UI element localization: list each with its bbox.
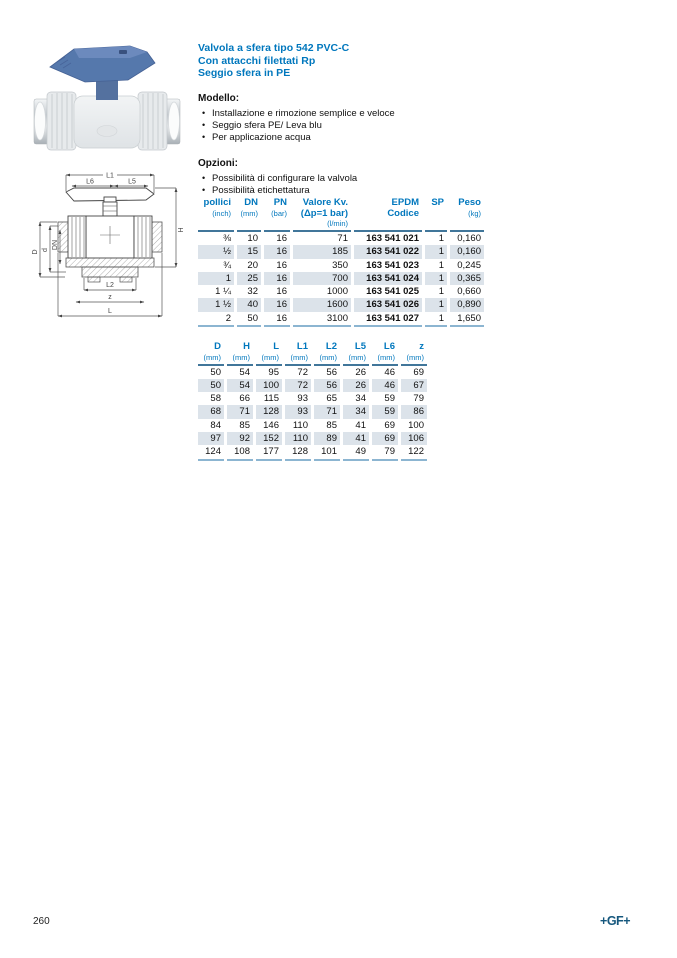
table-cell: 163 541 024 [354,272,422,285]
valve-outline [58,188,162,282]
table-cell: 0,365 [450,272,484,285]
column-header: pollici (inch) [198,198,234,232]
column-header: L1 (mm) [285,342,311,366]
column-header: H (mm) [227,342,253,366]
table-cell: 79 [413,393,424,405]
table-cell: 16 [276,286,287,298]
table-cell: 50 [237,312,261,327]
table-row [198,298,484,311]
table-cell: 10 [247,233,258,244]
table-cell: 1 ¼ [215,286,231,298]
table-cell: 72 [285,379,311,392]
product-photo [33,36,181,162]
column-header: L (mm) [256,342,282,366]
table-cell: 16 [276,233,287,244]
table-cell: 163 541 021 [366,233,419,244]
table-cell: 0,245 [457,259,481,271]
table-row [198,272,484,285]
table-cell: 97 [198,432,224,445]
valve-body [74,96,140,148]
table-cell: 163 541 022 [354,245,422,258]
table-cell: 128 [256,405,282,418]
model-bullet-list [198,108,498,145]
dim-label-L2: L2 [106,282,114,289]
table-cell: 69 [384,419,395,431]
table-cell: 163 541 027 [354,312,422,327]
table-cell: 66 [239,393,250,405]
table-cell: 0,160 [450,245,484,258]
column-header: L6 (mm) [372,342,398,366]
table-cell: 54 [239,366,250,378]
table-cell: 1000 [326,286,348,298]
table-cell: 15 [237,245,261,258]
table-cell: 89 [314,432,340,445]
table-cell: 41 [355,419,366,431]
table-cell: 92 [227,432,253,445]
table-cell: 69 [413,366,424,378]
product-title-line3: Seggio sfera in PE [198,67,291,79]
column-header: D (mm) [198,342,224,366]
table-cell: 46 [372,379,398,392]
table-cell: 100 [408,419,424,431]
product-title-line2: Con attacchi filettati Rp [198,54,316,67]
dim-label-d: d [42,248,49,252]
table-cell: 71 [337,233,348,244]
table-cell: ⅜ [223,233,231,244]
column-header: DN (mm) [237,198,261,232]
table-row [198,432,427,445]
table-cell: 1 [438,259,444,271]
ball-valve-photo [33,36,181,162]
column-header: L5 (mm) [343,342,369,366]
table-cell: 124 [198,445,224,460]
table-cell: 25 [237,272,261,285]
table-cell: 128 [285,445,311,460]
table-cell: 49 [343,445,369,460]
table-cell: 41 [343,432,369,445]
table-cell: 106 [401,432,427,445]
column-header: EPDM Codice [354,198,422,232]
table-cell: 16 [264,312,290,327]
column-header: SP [425,198,447,232]
dim-label-L: L [108,308,112,315]
table-cell: 0,660 [457,286,481,298]
page-number: 260 [33,916,50,927]
table-cell: 95 [268,366,279,378]
table-cell: 16 [276,259,287,271]
dim-label-L1: L1 [106,172,114,180]
table-row [198,245,484,258]
table-cell: ¾ [223,259,231,271]
table-cell: 110 [285,432,311,445]
table-cell: 84 [210,419,221,431]
table-cell: 1 [438,286,444,298]
table-cell: 146 [263,419,279,431]
table-cell: 16 [264,272,290,285]
table-cell: 115 [263,393,279,405]
table-cell: 1 [425,272,447,285]
table-cell: 86 [401,405,427,418]
product-title-line1: Valvola a sfera tipo 542 PVC-C [198,42,350,54]
table-row [198,285,484,298]
table-cell: 40 [237,298,261,311]
table-row [198,232,484,245]
product-description [198,42,498,198]
table-cell: 163 541 023 [366,259,419,271]
model-bullet: • Per applicazione acqua [202,132,498,144]
table-cell: 0,890 [450,298,484,311]
table-cell: 34 [343,405,369,418]
table-row [198,312,484,327]
options-bullet: • Possibilità etichettatura [202,185,498,197]
table-cell: 93 [297,393,308,405]
column-header: Valore Kv. (Δp=1 bar) (l/min) [293,198,351,232]
gf-logo: +GF+ [600,914,630,928]
table-cell: 79 [372,445,398,460]
table-cell: 59 [384,393,395,405]
table-cell: 700 [293,272,351,285]
table-cell: 350 [332,259,348,271]
table-cell: 71 [227,405,253,418]
kv-code-table [195,198,487,327]
table-cell: 71 [314,405,340,418]
table-cell: ½ [198,245,234,258]
dim-label-DN: DN [52,239,59,251]
table-cell: 56 [314,379,340,392]
table-cell: 85 [326,419,337,431]
table-cell: 100 [256,379,282,392]
table-cell: 122 [401,445,427,460]
table-cell: 163 541 025 [366,286,419,298]
options-bullet: • Possibilità di configurare la valvola [202,173,498,185]
model-heading: Modello: [198,92,240,104]
options-bullet-list [198,173,498,198]
table-cell: 108 [227,445,253,460]
table-cell: 1 [198,272,234,285]
table-cell: 68 [198,405,224,418]
table-cell: 54 [227,379,253,392]
column-header: z (mm) [401,342,427,366]
model-bullet: • Installazione e rimozione semplice e veloce [202,108,498,120]
table-cell: 34 [355,393,366,405]
table-cell: 0,160 [457,233,481,244]
dim-label-H: H [178,227,185,233]
column-header: L2 (mm) [314,342,340,366]
table-cell: 1600 [293,298,351,311]
table-cell: 67 [401,379,427,392]
table-cell: 85 [239,419,250,431]
table-cell: 16 [264,245,290,258]
table-cell: 1 [425,312,447,327]
table-cell: 177 [256,445,282,460]
table-row [198,259,484,272]
table-row [198,419,427,432]
column-header: PN (bar) [264,198,290,232]
table-cell: 1 [438,233,444,244]
table-cell: 50 [198,379,224,392]
table-cell: 185 [293,245,351,258]
table-cell: 58 [210,393,221,405]
table-cell: 50 [210,366,221,378]
table-cell: 32 [247,286,258,298]
table-cell: 152 [256,432,282,445]
model-bullet: • Seggio sfera PE/ Leva blu [202,120,498,132]
table-cell: 65 [326,393,337,405]
table-row [198,445,427,460]
table-cell: 3100 [293,312,351,327]
technical-drawing [28,166,192,334]
table-cell: 110 [292,419,308,431]
dim-label-z: z [108,294,112,301]
table-row [198,392,427,405]
dim-label-L5: L5 [128,178,136,186]
table-cell: 1 ½ [198,298,234,311]
dim-label-D: D [32,249,39,255]
table-row [198,366,427,379]
table-cell: 46 [384,366,395,378]
table-cell: 93 [285,405,311,418]
table-cell: 72 [297,366,308,378]
table-cell: 69 [372,432,398,445]
table-row [198,379,427,392]
table-cell: 2 [198,312,234,327]
table-cell: 26 [343,379,369,392]
dimensions-table [195,342,430,461]
table-cell: 101 [314,445,340,460]
column-header: Peso (kg) [450,198,484,232]
table-cell: 1,650 [450,312,484,327]
table-cell: 20 [247,259,258,271]
dim-label-L6: L6 [86,178,94,186]
table-cell: 16 [264,298,290,311]
table-cell: 26 [355,366,366,378]
options-heading: Opzioni: [198,157,238,169]
table-cell: 163 541 026 [354,298,422,311]
table-cell: 1 [425,245,447,258]
table-cell: 59 [372,405,398,418]
table-row [198,405,427,418]
table-cell: 1 [425,298,447,311]
table-cell: 56 [326,366,337,378]
